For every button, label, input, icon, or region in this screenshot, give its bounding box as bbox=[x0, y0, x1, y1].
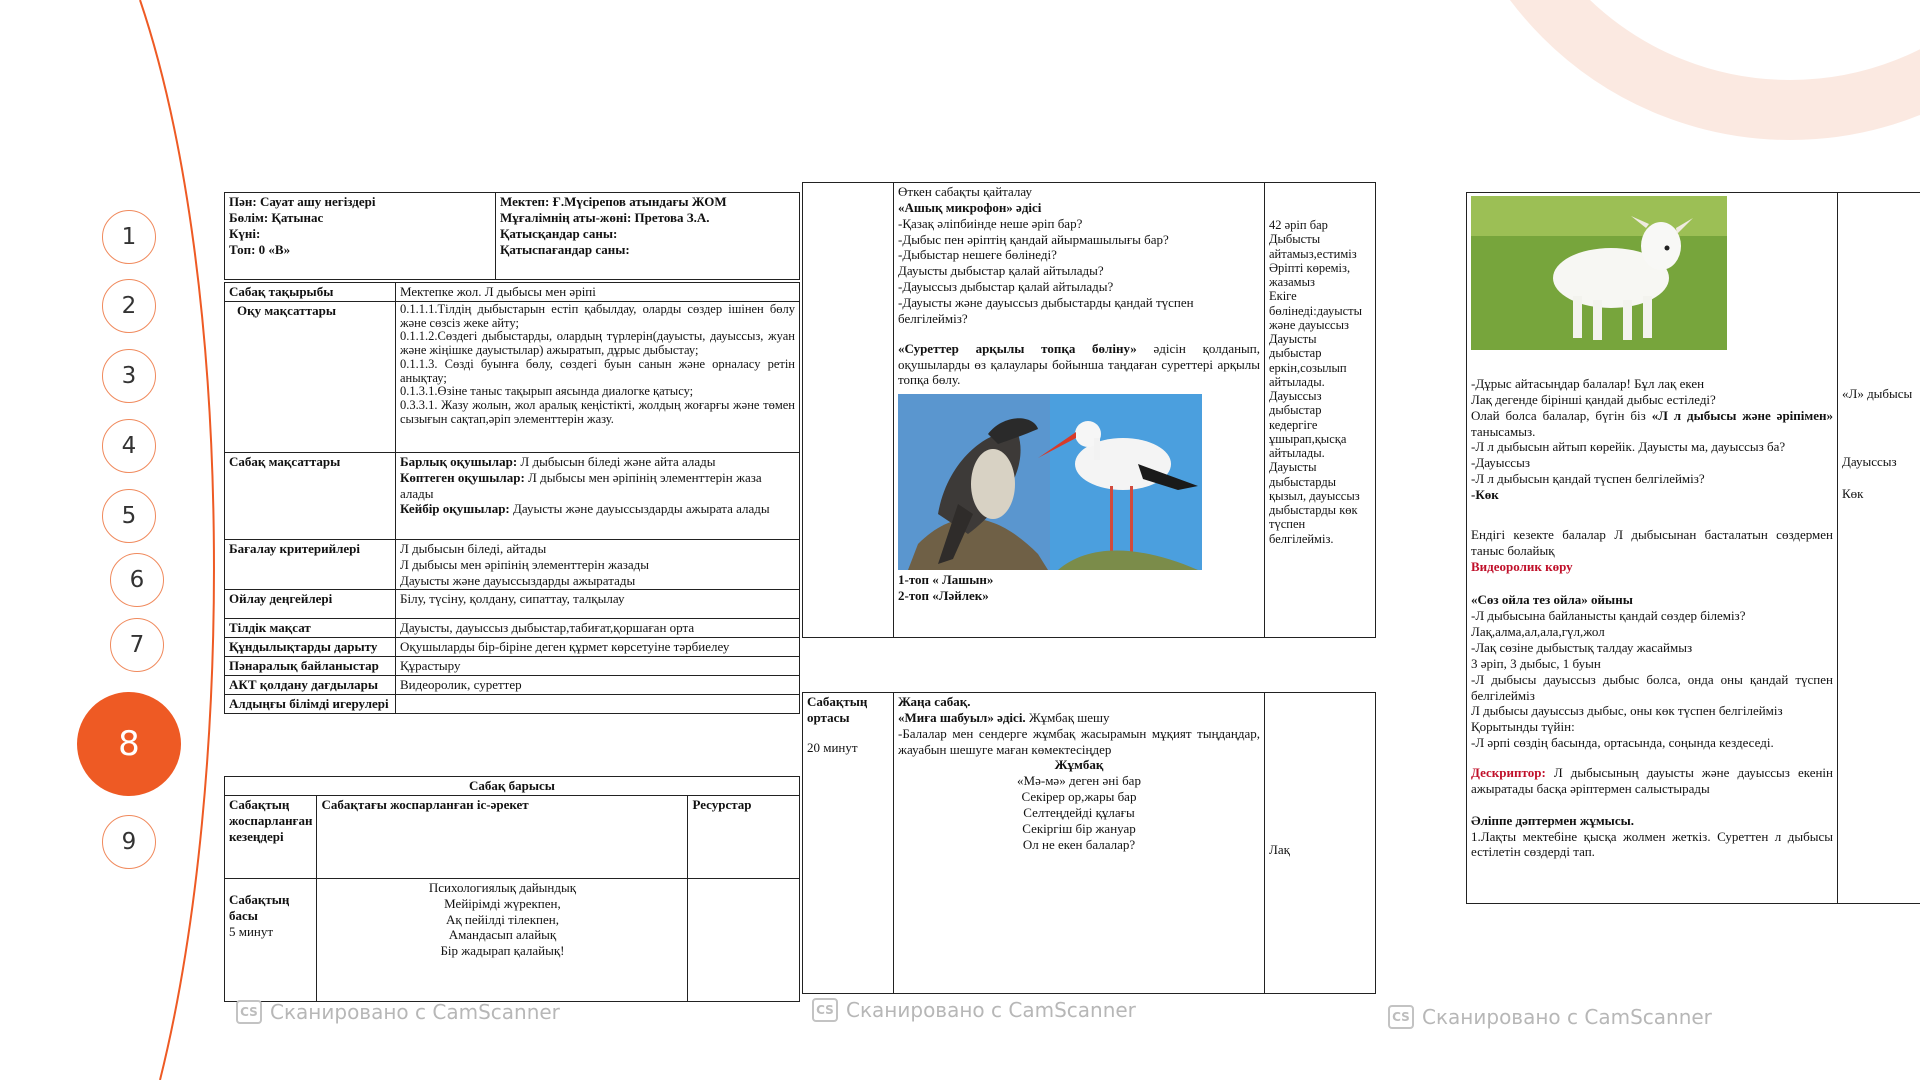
scanner-watermark-2 bbox=[812, 998, 1136, 1022]
dialogue-line: -Л л дыбысын айтып көрейік. Дауысты ма, дауыссыз ба? bbox=[1471, 439, 1786, 455]
criteria-label: Бағалау критерийлері bbox=[225, 539, 396, 590]
start-label: Сабақтың басы bbox=[229, 891, 290, 923]
question: -Дыбыс пен әріптің қандай айырмашылығы бар? bbox=[898, 231, 1169, 247]
middle-activity-cell bbox=[894, 693, 1265, 994]
criteria-cell bbox=[396, 539, 800, 590]
decorative-arc bbox=[140, 0, 214, 1080]
game-line: -Л дыбысы дауыссыз дыбыс болса, онда оны қандай түспен белгілейміз bbox=[1471, 671, 1833, 703]
slide-nav-9[interactable]: 9 bbox=[102, 815, 156, 869]
criteria-item: Л дыбысын біледі, айтады bbox=[400, 540, 547, 556]
scanned-page-2 bbox=[802, 180, 1378, 998]
answer-item: 42 әріп бар bbox=[1269, 218, 1328, 232]
goal-some: Кейбір оқушылар: Дауысты және дауыссыздарды ажырата алады bbox=[400, 501, 770, 517]
date-line: Күні: bbox=[229, 225, 261, 241]
riddle-intro: -Балалар мен сендерге жұмбақ жасырамын мұқият тыңдаңдар, жауабын шешуге маған көмектесіңдер bbox=[898, 725, 1260, 757]
dialogue-answer-blue: -Көк bbox=[1471, 487, 1499, 503]
answer-item: Дауысты дыбыстарды қызыл, дауыссыз дыбыстарды көк түспен белгілейміз. bbox=[1269, 460, 1360, 546]
ict-label: АКТ қолдану дағдылары bbox=[225, 676, 396, 695]
slide-nav-7[interactable]: 7 bbox=[110, 618, 164, 672]
question: -Дауыссыз дыбыстар қалай айтылады? bbox=[898, 279, 1114, 295]
scanner-label: Сканировано с CamScanner bbox=[1422, 1005, 1712, 1029]
topic-intro: Олай болса балалар, бүгін біз «Л л дыбысы және әріпімен» танысамыз. bbox=[1471, 407, 1833, 439]
lesson-progress-table bbox=[224, 776, 800, 1002]
review-stage-cell bbox=[803, 183, 894, 638]
goat-picture bbox=[1471, 196, 1727, 350]
descriptor: Дескриптор: Л дыбысының дауысты және дауыссыз екенін ажыратады басқа әріптермен салыстырады bbox=[1471, 765, 1833, 796]
side-note: «Л» дыбысы bbox=[1842, 386, 1913, 401]
question: Дауысты дыбыстар қалай айтылады? bbox=[898, 263, 1104, 279]
criteria-item: Л дыбысы мен әріпінің элементтерін жазады bbox=[400, 556, 649, 572]
teacher-line: Мұғалімнің аты-жөні: Претова З.А. bbox=[500, 209, 710, 225]
scanned-page-1 bbox=[222, 190, 802, 1002]
dialogue-line: -Дауыссыз bbox=[1471, 455, 1530, 471]
warmup-line: Амандасып алайық bbox=[448, 927, 557, 943]
lang-value: Дауысты, дауыссыз дыбыстар,табиғат,қоршаған орта bbox=[396, 619, 800, 638]
slide-nav-8-active[interactable]: 8 bbox=[77, 692, 181, 796]
scanner-watermark-3 bbox=[1388, 1005, 1712, 1029]
warmup-title: Психологиялық дайындық bbox=[428, 879, 577, 895]
start-activity-cell bbox=[317, 878, 688, 1001]
middle-resources-cell bbox=[1265, 693, 1376, 994]
question: -Дауысты және дауыссыз дыбыстарды қандай түспен белгілейміз? bbox=[898, 295, 1194, 326]
slide-nav-5[interactable]: 5 bbox=[102, 489, 156, 543]
slide-nav-2[interactable]: 2 bbox=[102, 279, 156, 333]
goal-item: 0.1.3.1.Өзіне таныс тақырып аясында диалогке қатысу; bbox=[400, 384, 694, 399]
falcon-and-stork-image bbox=[898, 394, 1202, 570]
warmup-line: Бір жадырап қалайық! bbox=[440, 943, 565, 959]
thinking-value: Білу, түсіну, қолдану, сипаттау, талқылау bbox=[396, 590, 800, 619]
review-table bbox=[802, 182, 1376, 638]
lang-label: Тілдік мақсат bbox=[225, 619, 396, 638]
video-label: Видеоролик көру bbox=[1471, 558, 1573, 574]
dialogue-line: -Л л дыбысын қандай түспен белгілейміз? bbox=[1471, 471, 1705, 487]
answer-item: Дауысты дыбыстар еркін,созылып айтылады. bbox=[1269, 332, 1347, 389]
start-time: 5 минут bbox=[229, 923, 274, 939]
subject-line: Пән: Сауат ашу негіздері bbox=[229, 194, 376, 209]
scanner-label: Сканировано с CamScanner bbox=[270, 1000, 560, 1024]
goal-all: Барлық оқушылар: Л дыбысын біледі және айта алады bbox=[400, 453, 716, 469]
new-lesson: Жаңа сабақ. bbox=[898, 694, 971, 709]
criteria-item: Дауысты және дауыссыздарды ажыратады bbox=[400, 572, 636, 588]
topic-value: Мектепке жол. Л дыбысы мен әріпі bbox=[396, 283, 800, 302]
slide-nav-4[interactable]: 4 bbox=[102, 419, 156, 473]
scanner-watermark-1 bbox=[236, 1000, 560, 1024]
group-1: 1-топ « Лашын» bbox=[898, 572, 994, 588]
riddle-answer: Лақ bbox=[1269, 842, 1290, 857]
question: -Дыбыстар нешеге бөлінеді? bbox=[898, 247, 1057, 263]
goat-image bbox=[1471, 196, 1727, 350]
game-title: «Сөз ойла тез ойла» ойыны bbox=[1471, 592, 1633, 608]
cross-label: Пәнаралық байланыстар bbox=[225, 657, 396, 676]
game-line: Лақ,алма,ал,ала,гүл,жол bbox=[1471, 624, 1605, 640]
prior-value bbox=[396, 694, 800, 713]
lesson-goals-cell bbox=[396, 452, 800, 539]
side-note: Дауыссыз bbox=[1842, 453, 1897, 469]
scanned-page-3 bbox=[1378, 190, 1920, 912]
game-line: -Л әрпі сөздің басында, ортасында, соңында кездеседі. bbox=[1471, 735, 1774, 751]
goal-item: 0.1.1.1.Тілдің дыбыстарын естіп қабылдау, оларды сөздер ішінен бөлу және сөзсіз жеке айту; bbox=[400, 301, 795, 330]
ict-value: Видеоролик, суреттер bbox=[396, 676, 800, 695]
riddle-line: Ол не екен балалар? bbox=[1022, 836, 1136, 852]
brainstorm-method: «Миға шабуыл» әдісі. Жұмбақ шешу bbox=[898, 709, 1110, 725]
slide-nav-3[interactable]: 3 bbox=[102, 349, 156, 403]
header-left-cell bbox=[225, 193, 496, 280]
values-value: Оқушыларды бір-біріне деген құрмет көрсетуіне тәрбиелеу bbox=[396, 638, 800, 657]
workbook-title: Әліппе дәптермен жұмысы. bbox=[1471, 812, 1635, 828]
start-resources-cell bbox=[688, 878, 800, 1001]
camscanner-icon: CS bbox=[236, 1000, 262, 1024]
goal-item: 0.1.1.3. Сөзді буынға бөлу, сөздегі буын санын және орналасу ретін анықтау; bbox=[400, 356, 795, 385]
riddle-line: Селтеңдейді құлағы bbox=[1023, 805, 1135, 821]
next-words-line: Ендігі кезекте балалар Л дыбысынан басталатын сөздермен таныс болайық bbox=[1471, 526, 1833, 558]
new-lesson-resources-cell bbox=[1838, 193, 1920, 904]
side-note: Көк bbox=[1842, 485, 1864, 501]
group-line: Топ: 0 «В» bbox=[229, 241, 291, 257]
lesson-goals-label: Сабақ мақсаттары bbox=[225, 452, 396, 539]
decorative-ring bbox=[1470, 0, 1920, 110]
workbook-text: 1.Лақты мектебіне қысқа жолмен жеткіз. Суреттен л дыбысы естілетін сөздерді тап. bbox=[1471, 828, 1833, 860]
game-line: Л дыбысы дауыссыз дыбыс, оны көк түспен белгілейміз bbox=[1471, 703, 1783, 719]
riddle-line: «Мә-мә» деген әні бар bbox=[1017, 773, 1141, 789]
goal-most: Көптеген оқушылар: Л дыбысы мен әріпінің элементтерін жаза алады bbox=[400, 469, 762, 501]
section-line: Бөлім: Қатынас bbox=[229, 209, 324, 225]
slide-nav-6[interactable]: 6 bbox=[110, 553, 164, 607]
camscanner-icon: CS bbox=[1388, 1005, 1414, 1029]
new-lesson-activity-cell bbox=[1467, 193, 1838, 904]
goals-label: Оқу мақсаттары bbox=[225, 301, 396, 452]
warmup-line: Мейірімді жүрекпен, bbox=[444, 895, 561, 911]
prior-label: Алдыңғы білімді игерулері bbox=[225, 694, 396, 713]
method-open-mic: «Ашық микрофон» әдісі bbox=[898, 199, 1042, 215]
resources-label: Ресурстар bbox=[688, 795, 800, 878]
middle-time: 20 минут bbox=[807, 739, 858, 755]
slide-nav-1[interactable]: 1 bbox=[102, 210, 156, 264]
middle-label: Сабақтың ортасы bbox=[807, 694, 868, 725]
cross-value: Құрастыру bbox=[396, 657, 800, 676]
progress-title: Сабақ барысы bbox=[225, 777, 800, 796]
school-line: Мектеп: Ғ.Мүсірепов атындағы ЖОМ bbox=[500, 194, 727, 209]
scanner-label: Сканировано с CamScanner bbox=[846, 998, 1136, 1022]
middle-stage-cell bbox=[803, 693, 894, 994]
stages-label: Сабақтың жоспарланған кезеңдері bbox=[225, 795, 317, 878]
goal-item: 0.1.1.2.Сөздегі дыбыстарды, олардың түрлерін(дауысты, дауыссыз, жуан және жіңішке дауыстылар) ажыратып, дұрыс дыбыстау; bbox=[400, 329, 795, 358]
game-line: Қорытынды түйін: bbox=[1471, 719, 1575, 735]
lesson-plan-table bbox=[224, 282, 800, 714]
goals-cell bbox=[396, 301, 800, 452]
topic-label: Сабақ тақырыбы bbox=[225, 283, 396, 302]
answer-item: Дауыссыз дыбыстар кедергіге ұшырап,қысқа айтылады. bbox=[1269, 389, 1347, 460]
game-line: -Л дыбысына байланысты қандай сөздер білеміз? bbox=[1471, 608, 1746, 624]
game-line: 3 әріп, 3 дыбыс, 1 буын bbox=[1471, 655, 1601, 671]
answer-item: Әріпті көреміз, жазамыз bbox=[1269, 260, 1351, 289]
dialogue-line: Лақ дегенде бірінші қандай дыбыс естіледі? bbox=[1471, 391, 1716, 407]
dialogue-line: -Дұрыс айтасыңдар балалар! Бұл лақ екен bbox=[1471, 376, 1705, 391]
goal-item: 0.3.3.1. Жазу жолын, жол аралық кеңістікті, жолдың жоғарғы және төмен сызығын сақтап,әріп элементтерін жазу. bbox=[400, 398, 795, 426]
grouping-method: «Суреттер арқылы топқа бөліну» әдісін қолданып, оқушыларды өз қалаулары бойынша таңдаған суреттері арқылы топқа бөлу. bbox=[898, 340, 1260, 388]
thinking-label: Ойлау деңгейлері bbox=[225, 590, 396, 619]
group-2: 2-топ «Ләйлек» bbox=[898, 588, 989, 604]
riddle-title: Жұмбақ bbox=[1054, 757, 1104, 773]
answer-item: Екіге бөлінеді:дауысты және дауыссыз bbox=[1269, 289, 1363, 332]
warmup-line: Ақ пейілді тілекпен, bbox=[445, 911, 559, 927]
riddle-line: Секірер ор,жары бар bbox=[1021, 789, 1137, 805]
answer-item: Дыбысты айтамыз,естиміз bbox=[1269, 232, 1357, 261]
present-line: Қатысқандар саны: bbox=[500, 225, 618, 241]
header-right-cell bbox=[496, 193, 800, 280]
values-label: Құндылықтарды дарыту bbox=[225, 638, 396, 657]
birds-picture bbox=[898, 394, 1202, 570]
game-line: -Лақ сөзіне дыбыстық талдау жасаймыз bbox=[1471, 640, 1693, 656]
review-title: Өткен сабақты қайталау bbox=[898, 184, 1032, 199]
review-activity-cell bbox=[894, 183, 1265, 638]
new-lesson-table bbox=[1466, 192, 1920, 904]
camscanner-icon: CS bbox=[812, 998, 838, 1022]
start-stage-cell bbox=[225, 878, 317, 1001]
middle-table bbox=[802, 692, 1376, 994]
riddle-line: Секіргіш бір жануар bbox=[1022, 820, 1136, 836]
question: -Қазақ әліпбиінде неше әріп бар? bbox=[898, 215, 1083, 231]
activity-label: Сабақтағы жоспарланған іс-әрекет bbox=[317, 795, 688, 878]
absent-line: Қатыспағандар саны: bbox=[500, 241, 630, 257]
lesson-header-table bbox=[224, 192, 800, 280]
review-answers-cell bbox=[1265, 183, 1376, 638]
